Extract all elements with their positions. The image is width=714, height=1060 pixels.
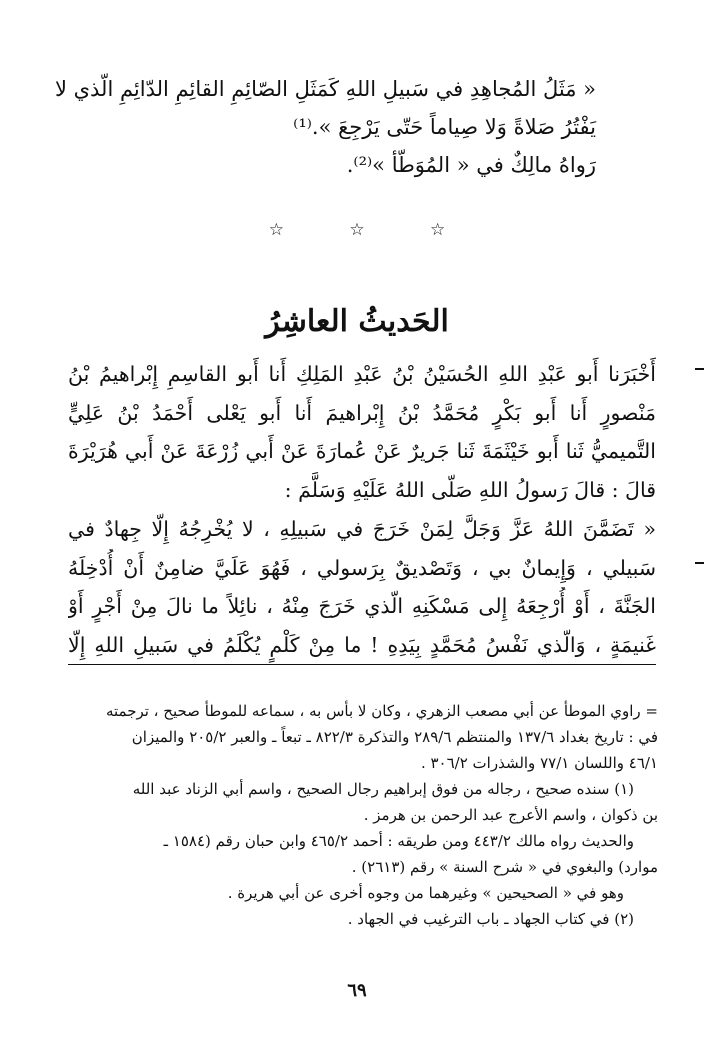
star-icon: ☆ — [268, 220, 284, 240]
margin-mark — [695, 562, 704, 564]
star-separator — [0, 220, 714, 240]
footnote-line: والحديث رواه مالك ٤٤٣/٢ ومن طريقه : أحمد ٤٦٥/٢ وابن حبان رقم (١٥٨٤ ـ — [163, 832, 634, 850]
footnote-line: ٤٦/١ واللسان ٧٧/١ والشذرات ٣٠٦/٢ . — [420, 754, 658, 772]
text-line: « مَثَلُ المُجاهِدِ في سَبيلِ اللهِ كَمَثَلِ الصّائِمِ القائِمِ الدّائِمِ الّذي لا — [54, 77, 596, 101]
hadith-body — [68, 355, 656, 665]
text-line: سَبيلي ، وَإِيمانٌ بي ، وَتَصْديقٌ بِرَسولي ، فَهُوَ عَلَيَّ ضامِنٌ أَنْ أُدْخِلَهُ — [68, 555, 656, 580]
margin-mark — [695, 368, 704, 370]
previous-hadith-ending — [54, 70, 596, 184]
footnote-line: بن ذكوان ، واسم الأعرج عبد الرحمن بن هرمز . — [363, 806, 658, 824]
text-line: غَنيمَةٍ ، وَالّذي نَفْسُ مُحَمَّدٍ بِيَدِهِ ! ما مِنْ كَلْمٍ يُكْلَمُ في سَبيلِ اللهِ إِلّا — [68, 632, 656, 657]
text-line: قالَ : قالَ رَسولُ اللهِ صَلّى اللهُ عَلَيْهِ وَسَلَّمَ : — [284, 478, 656, 503]
text-line: رَواهُ مالِكٌ في « المُوَطّأ »⁽²⁾. — [346, 153, 596, 177]
star-icon: ☆ — [349, 220, 365, 240]
footnote-line: (٢) في كتاب الجهاد ـ باب الترغيب في الجهاد . — [347, 910, 634, 928]
text-line: يَفْتُرُ صَلاةً وَلا صِياماً حَتّى يَرْجِعَ ».⁽¹⁾ — [293, 115, 596, 139]
text-line: الجَنَّةَ ، أَوْ أُرْجِعَهُ إِلى مَسْكَنِهِ الّذي خَرَجَ مِنْهُ ، نائِلاً ما نالَ مِنْ أَجْرٍ أَوْ — [68, 594, 656, 619]
footnote-line: = راوي الموطأ عن أبي مصعب الزهري ، وكان لا بأس به ، سماعه للموطأ صحيح ، ترجمته — [105, 702, 658, 720]
footnotes — [70, 698, 658, 932]
text-line: التَّميميُّ ثَنا أَبو خَيْثَمَةَ ثَنا جَريرٌ عَنْ عُمارَةَ عَنْ أَبي زُرْعَةَ عَنْ أَبي هُرَيْرَةَ — [68, 439, 656, 464]
text-line: « تَضَمَّنَ اللهُ عَزَّ وَجَلَّ لِمَنْ خَرَجَ في سَبيلِهِ ، لا يُخْرِجُهُ إِلّا جِهادٌ في — [68, 516, 656, 541]
footnote-line: (١) سنده صحيح ، رجاله من فوق إبراهيم رجال الصحيح ، واسم أبي الزناد عبد الله — [132, 780, 634, 798]
footnote-line: في : تاريخ بغداد ١٣٧/٦ والمنتظم ٢٨٩/٦ والتذكرة ٨٢٢/٣ ـ تبعاً ـ والعبر ٢٠٥/٢ والميزان — [131, 728, 658, 746]
star-icon: ☆ — [430, 220, 446, 240]
text-line: مَنْصورٍ أَنا أَبو بَكْرٍ مُحَمَّدُ بْنُ إِبْراهيمَ أَنا أَبو يَعْلى أَحْمَدُ بْنُ عَلِيٍّ — [68, 400, 656, 425]
footnote-line: موارد) والبغوي في « شرح السنة » رقم (٢٦١٣) . — [351, 858, 658, 876]
text-line: أَخْبَرَنا أَبو عَبْدِ اللهِ الحُسَيْنُ بْنُ عَبْدِ المَلِكِ أَنا أَبو القاسِمِ إِبْراهيمُ بْنُ — [68, 362, 656, 386]
hadith-title: الحَديثُ العاشِرُ — [265, 304, 449, 339]
page-number: ٦٩ — [347, 980, 367, 1001]
footnote-divider — [68, 664, 656, 665]
footnote-line: وهو في « الصحيحين » وغيرهما من وجوه أخرى عن أبي هريرة . — [227, 884, 624, 902]
